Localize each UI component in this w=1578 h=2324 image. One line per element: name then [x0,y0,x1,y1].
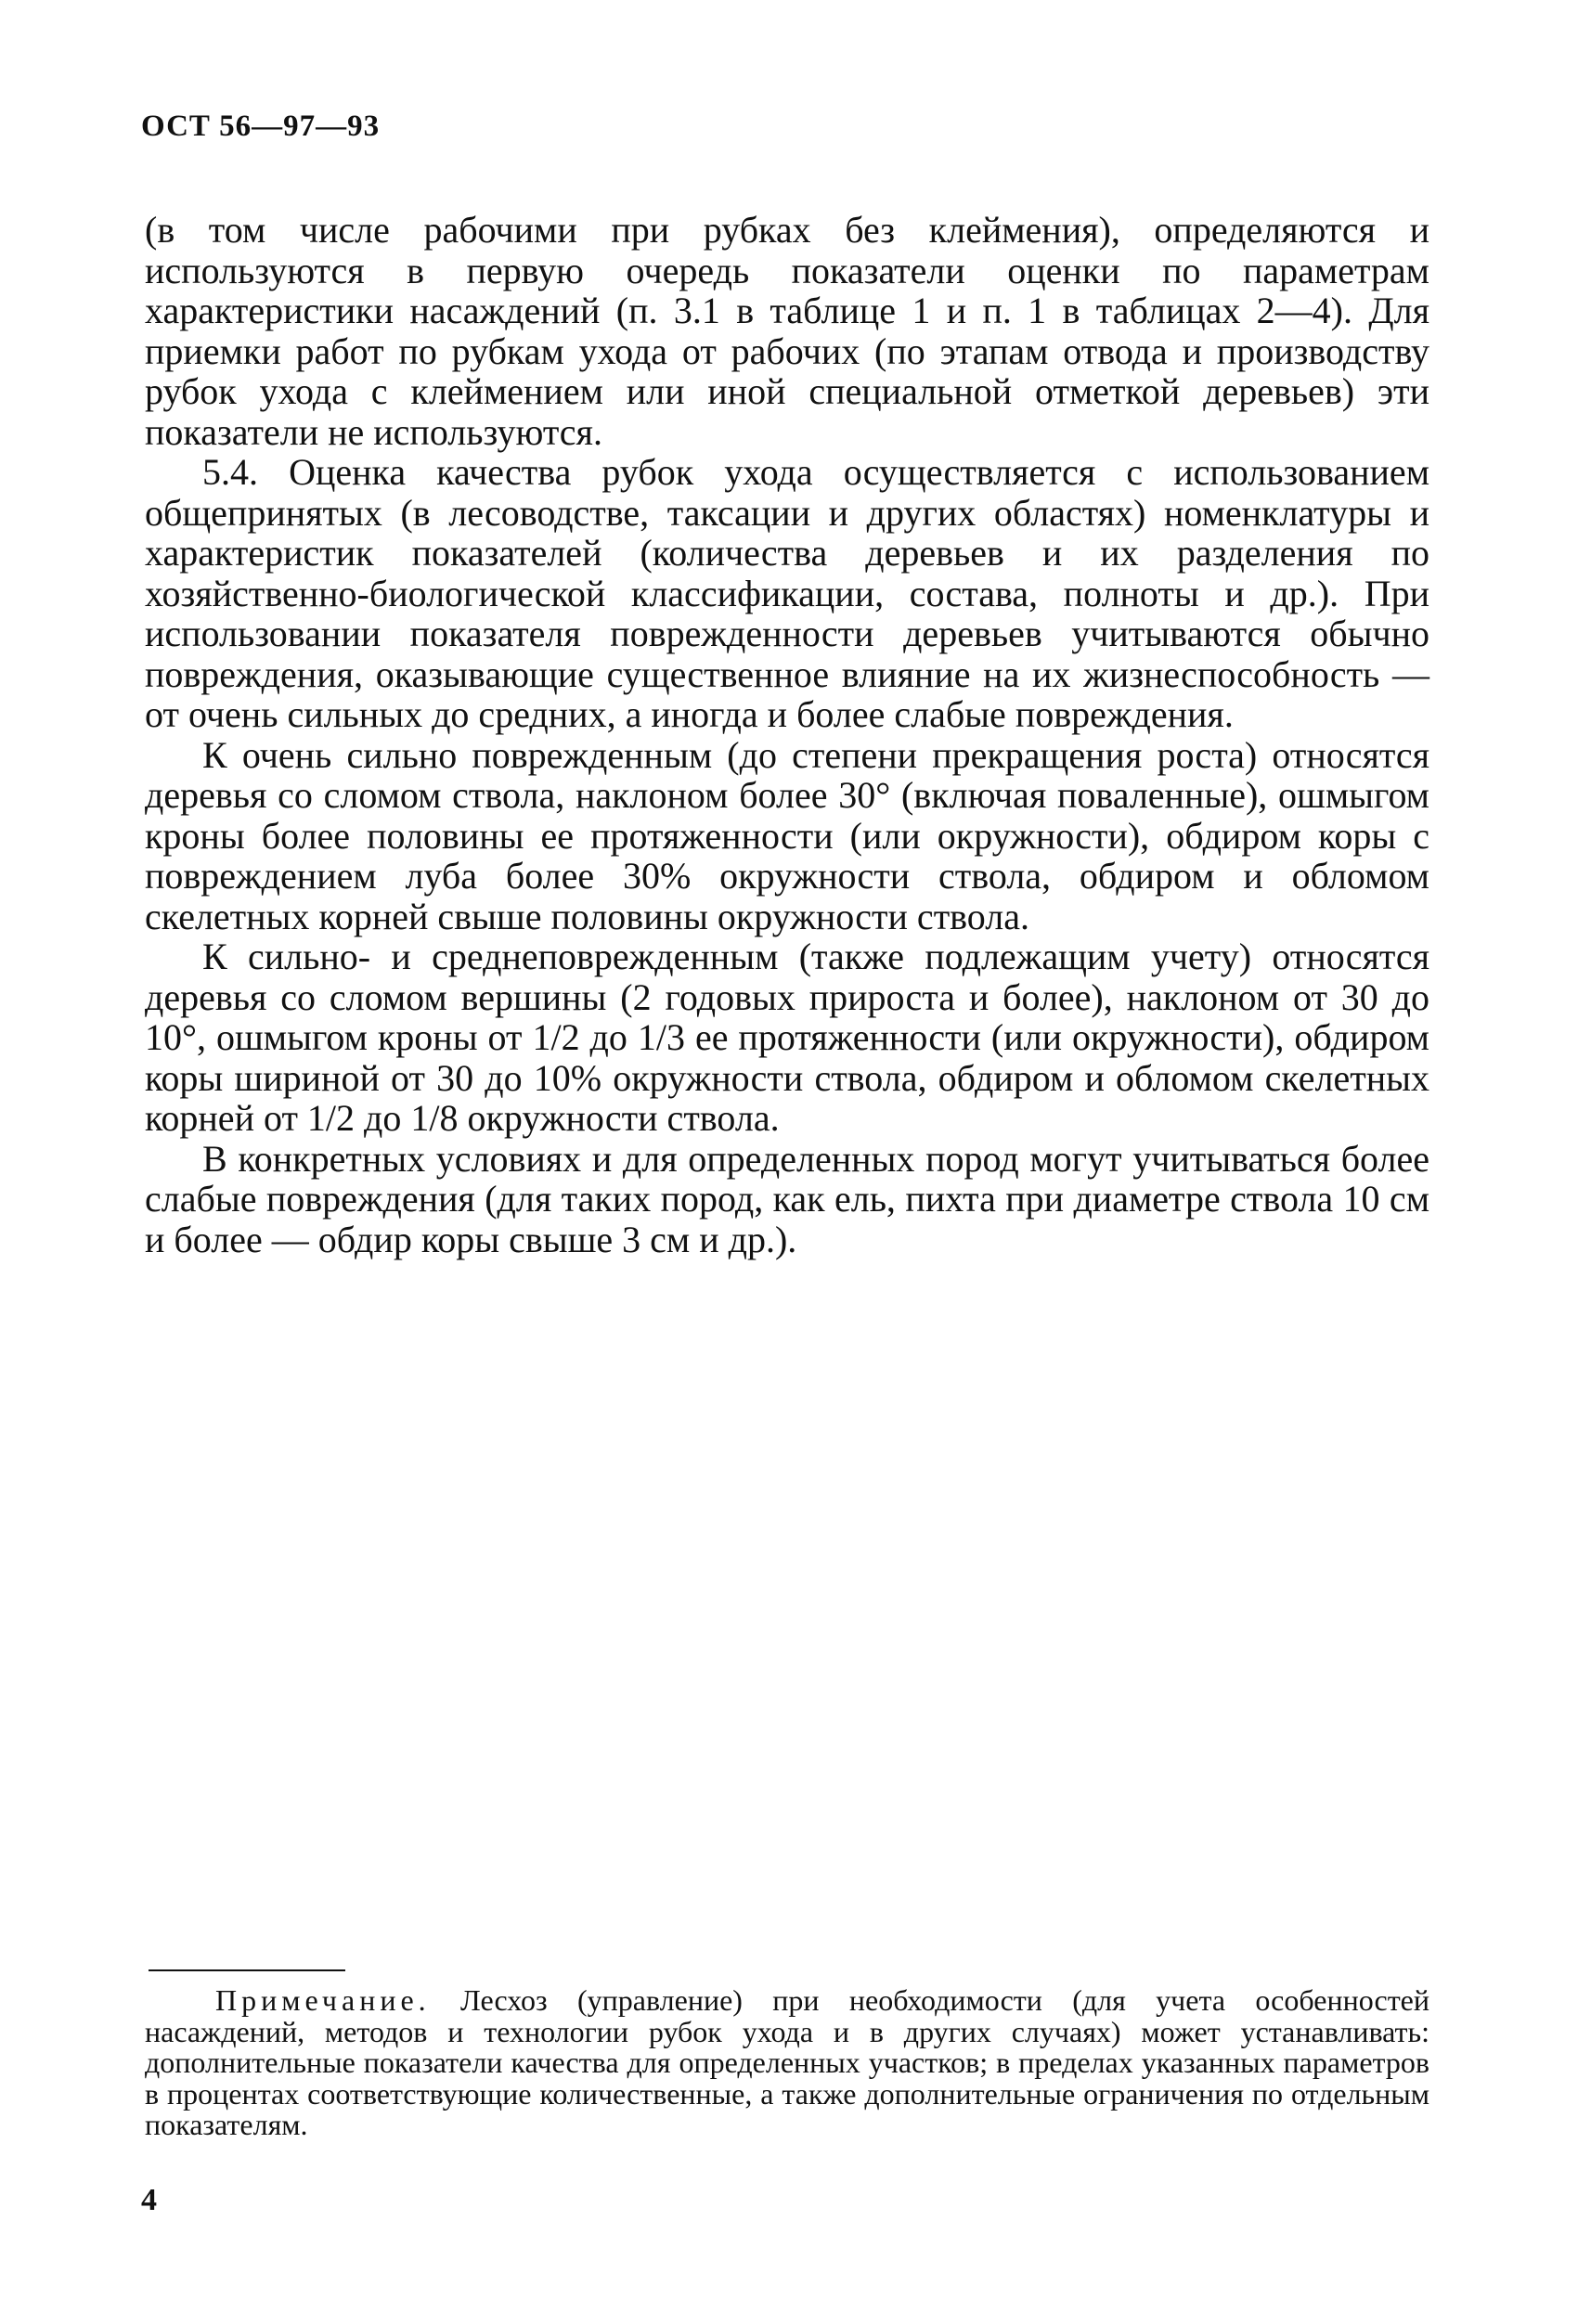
paragraph-very-severe-damage: К очень сильно поврежденным (до степени прекращения роста) относятся деревья со сломом ствола, наклоном более 30° (включая поваленные), ошмыгом кроны более половины ее протяженности (или окружности), обдиром коры с повреждением луба более 30% окружности ствола, обдиром и обломом скелетных корней свыше половины окружности ствола. [145,733,1429,937]
footnote-note [145,1985,1429,2141]
note-label: Примечание. [215,1983,431,2017]
note-text: Лесхоз (управление) при необходимости (для учета особенностей насаждений, методов и технологии рубок ухода и в других случаях) может устанавливать: дополнительные показатели качества для определенных участков; в пределах указанных параметров в процентах соответствующие количественные, а также дополнительные ограничения по отдельным показателям. [145,1983,1430,2141]
paragraph-severe-medium-damage: К сильно- и среднеповрежденным (также подлежащим учету) относятся деревья со сломом вершины (2 годовых прироста и более), наклоном от 30 до 10°, ошмыгом кроны от 1/2 до 1/3 ее протяженности (или окружности), обдиром коры шириной от 30 до 10% окружности ствола, обдиром и обломом скелетных корней от 1/2 до 1/8 окружности ствола. [145,936,1429,1139]
main-text [145,210,1429,1259]
paragraph-specific-conditions: В конкретных условиях и для определенных пород могут учитываться более слабые повреждения (для таких пород, как ель, пихта при диаметре ствола 10 см и более — обдир коры свыше 3 см и др.). [145,1137,1429,1260]
document-code-header: ОСТ 56—97—93 [141,110,381,143]
footnote-divider [149,1969,345,1971]
page-number: 4 [141,2183,157,2217]
paragraph-5-4: 5.4. Оценка качества рубок ухода осуществляется с использованием общепринятых (в лесоводстве, таксации и других областях) номенклатуры и характеристик показателей (количества деревьев и их разделения по хозяйственно-биологической классификации, состава, полноты и др.). При использовании показателя поврежденности деревьев учитываются обычно повреждения, оказывающие существенное влияние на их жизнеспособность — от очень сильных до средних, а иногда и более слабые повреждения. [145,451,1429,735]
paragraph-continuation: (в том числе рабочими при рубках без клеймения), определяются и используются в первую очередь показатели оценки по параметрам характеристики насаждений (п. 3.1 в таблице 1 и п. 1 в таблицах 2—4). Для приемки работ по рубкам ухода от рабочих (по этапам отвода и производству рубок ухода с клеймением или иной специальной отметкой деревьев) эти показатели не используются. [145,209,1429,453]
